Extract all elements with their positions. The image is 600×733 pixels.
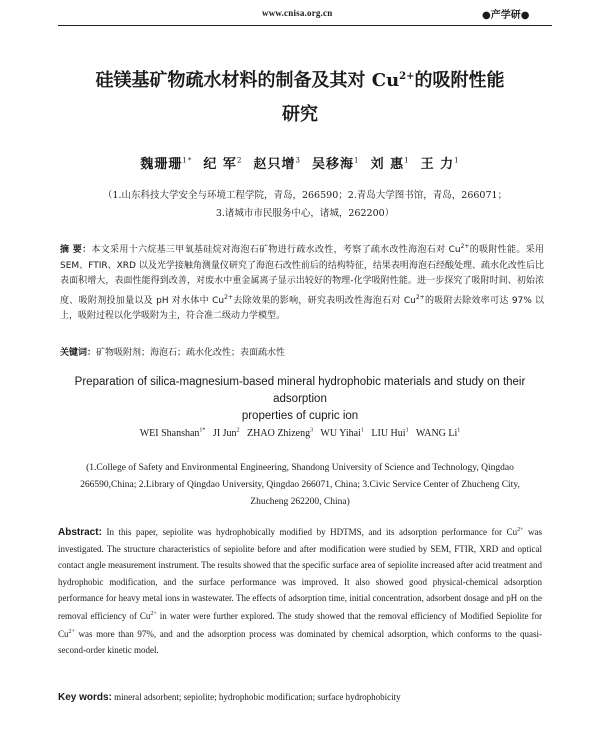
title-cn-line1: 硅镁基矿物疏水材料的制备及其对 $Cu^{2+}$的吸附性能 bbox=[95, 70, 505, 91]
title-chinese bbox=[40, 60, 560, 132]
keywords-en-label: Key words: bbox=[58, 692, 112, 703]
page-header bbox=[0, 0, 600, 26]
authors-english bbox=[60, 428, 540, 439]
abstract-english: Abstract: In this paper, sepiolite was hydrophobically modified by HDTMS, and its adsorption performance for $Cu^{2+}$ was investigated. The structure characteristics of sepiolite before and after modification were studied by SEM, FTIR, XRD and optical contact angle measurement instrument. The results showed that the specific surface area of sepiolite increased after acid treatment and hydrophobic modification, and the surface performance was improved. It also showed good physical-chemical adsorption performance for heavy metal ions in wastewater. The effects of adsorption time, initial concentration, adsorbent dosage and pH on the removal efficiency of $Cu^{2+}$ in water were further explored. The study showed that the removal efficiency of Modified Sepiolite for $Cu^{2+}$ was more than 97%, and and the adsorption process was dominated by chemical adsorption, which conforms to the quasi-second-order kinetic model. bbox=[58, 527, 543, 656]
abstract-en-label: Abstract: bbox=[58, 527, 102, 538]
affiliation-english: (1.College of Safety and Environmental Engineering, Shandong University of Science and Technology, Qingdao 266590,China; 2.Library of Qingdao University, Qingdao 266071, China; 3.Civic Service Center of Zhucheng City, Zhucheng 262200, China) bbox=[80, 463, 520, 507]
author-en: LIU Hui$^1$ bbox=[371, 428, 409, 440]
author-cn: 赵只增$^3$ bbox=[253, 156, 301, 172]
affiliation-chinese: （1.山东科技大学安全与环境工程学院，青岛，266590；2.青岛大学图书馆，青岛，266071； 3.诸城市市民服务中心，诸城，262200） bbox=[102, 190, 508, 219]
author-en: WANG Li$^1$ bbox=[415, 428, 461, 440]
header-url: www.cnisa.org.cn bbox=[262, 8, 333, 18]
author-cn: 王 力$^1$ bbox=[420, 156, 460, 172]
keywords-english: Key words: mineral adsorbent; sepiolite; hydrophobic modification; surface hydrophobicity bbox=[58, 692, 401, 703]
author-en: JI Jun$^2$ bbox=[212, 428, 240, 440]
author-cn: 吴移海$^1$ bbox=[312, 156, 360, 172]
abstract-cn-label: 摘 要： bbox=[60, 245, 92, 255]
author-cn: 纪 军$^2$ bbox=[203, 156, 243, 172]
abstract-chinese: 摘 要：本文采用十六烷基三甲氧基硅烷对海泡石矿物进行疏水改性，考察了疏水改性海泡石对 $Cu^{2+}$的吸附性能。采用 SEM、FTIR、XRD 以及光学接触角测量仪研究了海泡石改性前后的结构特征，结果表明海泡石经酸处理、疏水化改性后比表面积增大，表面性能得到改善，对废水中重金属离子显示出较好的物理-化学吸附性能。进一步探究了吸附时间、初始浓度、吸附剂投加量以及 pH 对水体中 $Cu^{2+}$去除效果的影响，研究表明改性海泡石对 $Cu^{2+}$的吸附去除效率可达 97% 以上，吸附过程以化学吸附为主，符合准二级动力学模型。 bbox=[60, 243, 544, 322]
title-english: Preparation of silica-magnesium-based mineral hydrophobic materials and study on their adsorption properties of cupric ion bbox=[74, 376, 526, 422]
author-en: WU Yihai$^1$ bbox=[320, 428, 364, 440]
authors-chinese bbox=[40, 153, 560, 172]
author-cn: 刘 惠$^1$ bbox=[370, 156, 410, 172]
keywords-cn-label: 关键词： bbox=[60, 348, 97, 358]
author-en: ZHAO Zhizeng$^3$ bbox=[247, 428, 314, 440]
title-cn-line2: 研究 bbox=[282, 104, 318, 125]
header-rule bbox=[58, 25, 552, 26]
keywords-chinese: 关键词：矿物吸附剂；海泡石；疏水化改性；表面疏水性 bbox=[60, 348, 286, 358]
author-en: WEI Shanshan$^{1*}$ bbox=[139, 428, 206, 440]
author-cn: 魏珊珊$^{1*}$ bbox=[140, 156, 193, 172]
section-tag: ●产学研● bbox=[482, 10, 530, 21]
